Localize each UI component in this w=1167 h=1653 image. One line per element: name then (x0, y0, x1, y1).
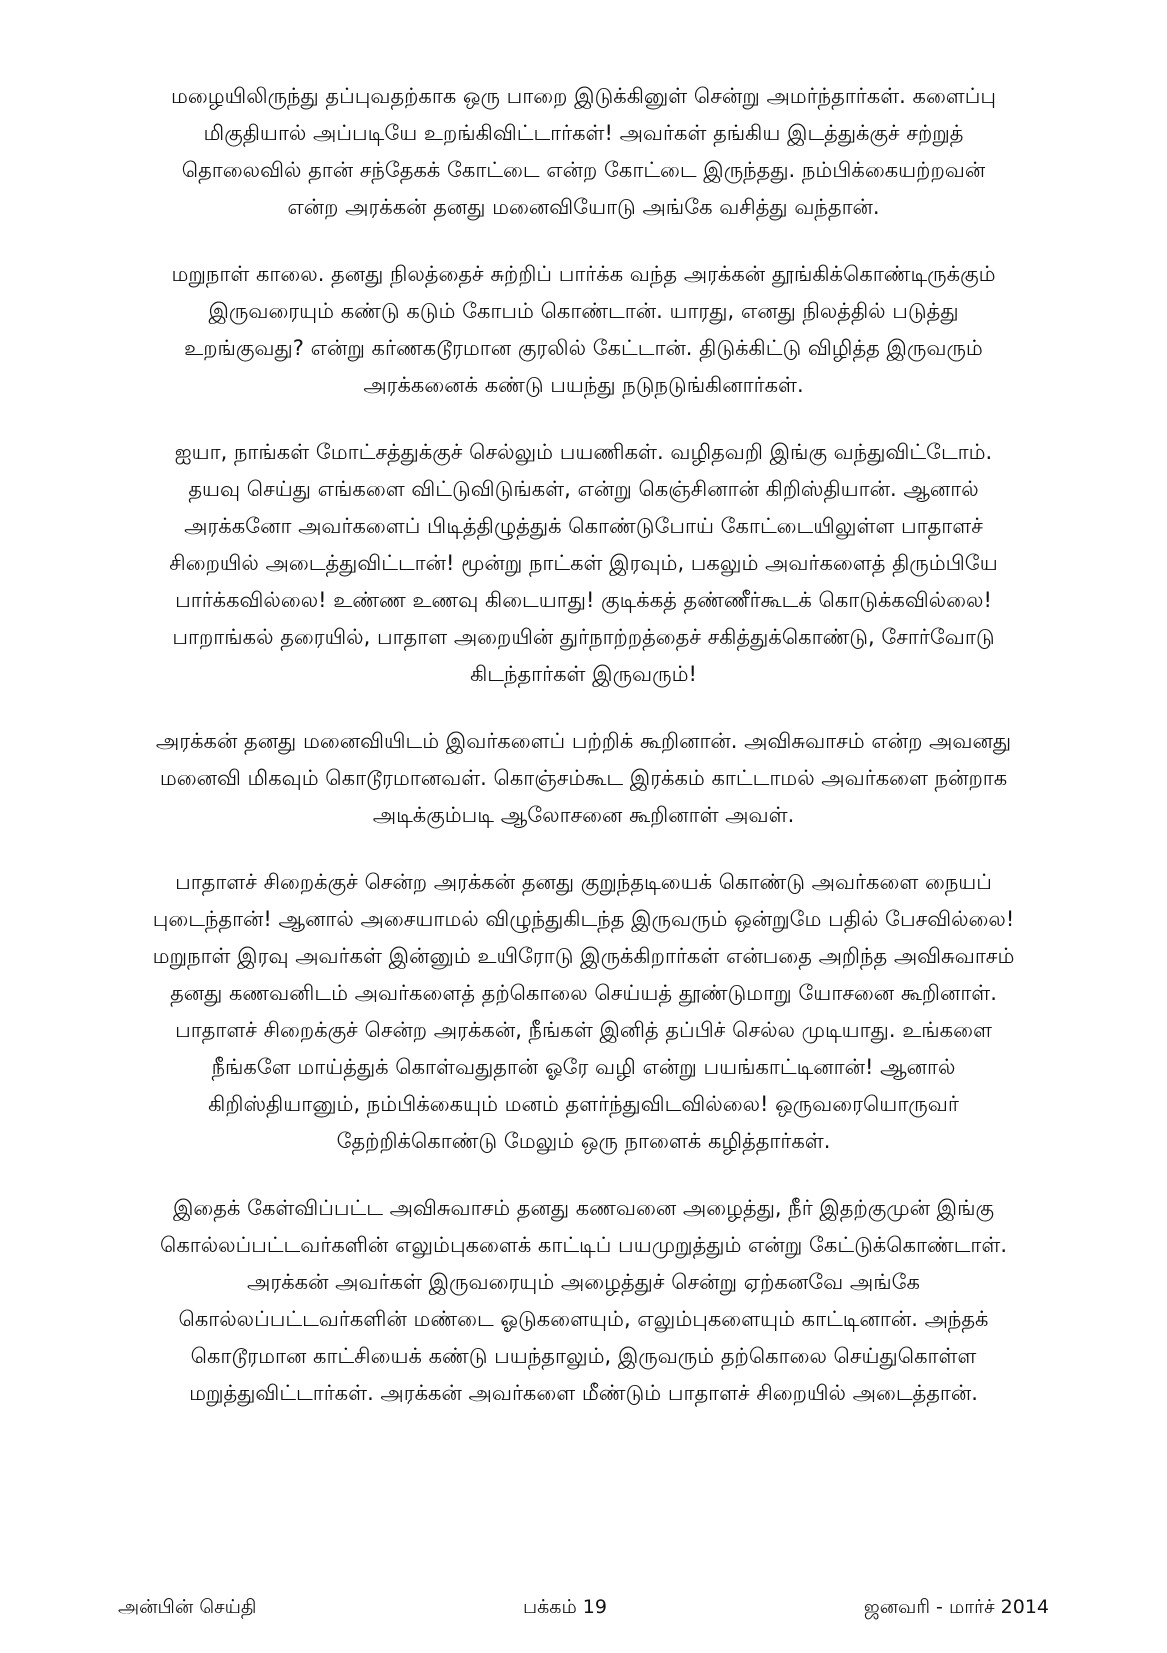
text-line: மனைவி மிகவும் கொடூரமானவள். கொஞ்சம்கூட இரக்கம் காட்டாமல் அவர்களை நன்றாக (159, 766, 1008, 790)
text-line: சிறையில் அடைத்துவிட்டான்! மூன்று நாட்கள் இரவும், பகலும் அவர்களைத் திரும்பியே (169, 551, 998, 575)
text-line: நீங்களே மாய்த்துக் கொள்வதுதான் ஓரே வழி என்று பயங்காட்டினான்! ஆனால் (211, 1055, 956, 1079)
paragraph-3 (100, 434, 1067, 693)
story-text (100, 78, 1067, 1442)
footer-page-number: பக்கம் 19 (523, 1596, 607, 1618)
text-line: கொல்லப்பட்டவர்களின் மண்டை ஓடுகளையும், எலும்புகளையும் காட்டினான். அந்தக் (178, 1307, 989, 1331)
text-line: பாதாளச் சிறைக்குச் சென்ற அரக்கன் தனது குறுந்தடியைக் கொண்டு அவர்களை நையப் (175, 870, 992, 894)
paragraph-4 (100, 723, 1067, 834)
text-line: கிறிஸ்தியானும், நம்பிக்கையும் மனம் தளர்ந்துவிடவில்லை! ஒருவரையொருவர் (208, 1092, 959, 1116)
text-line: இதைக் கேள்விப்பட்ட அவிசுவாசம் தனது கணவனை அழைத்து, நீர் இதற்குமுன் இங்கு (172, 1196, 995, 1220)
text-line: கொல்லப்பட்டவர்களின் எலும்புகளைக் காட்டிப் பயமுறுத்தும் என்று கேட்டுக்கொண்டாள். (159, 1233, 1008, 1257)
text-line: தயவு செய்து எங்களை விட்டுவிடுங்கள், என்று கெஞ்சினான் கிறிஸ்தியான். ஆனால் (188, 477, 979, 501)
page-footer (118, 1592, 1049, 1622)
text-line: அடிக்கும்படி ஆலோசனை கூறினாள் அவள். (372, 803, 795, 827)
text-line: ஐயா, நாங்கள் மோட்சத்துக்குச் செல்லும் பயணிகள். வழிதவறி இங்கு வந்துவிட்டோம். (174, 440, 993, 464)
text-line: மறுத்துவிட்டார்கள். அரக்கன் அவர்களை மீண்டும் பாதாளச் சிறையில் அடைத்தான். (189, 1381, 978, 1405)
text-line: பாதாளச் சிறைக்குச் சென்ற அரக்கன், நீங்கள் இனித் தப்பிச் செல்ல முடியாது. உங்களை (175, 1018, 992, 1042)
text-line: மறுநாள் இரவு அவர்கள் இன்னும் உயிரோடு இருக்கிறார்கள் என்பதை அறிந்த அவிசுவாசம் (152, 944, 1015, 968)
text-line: அரக்கன் தனது மனைவியிடம் இவர்களைப் பற்றிக் கூறினான். அவிசுவாசம் என்ற அவனது (155, 729, 1012, 753)
text-line: கிடந்தார்கள் இருவரும்! (470, 662, 697, 686)
footer-publication-name: அன்பின் செய்தி (118, 1596, 257, 1618)
paragraph-6 (100, 1190, 1067, 1412)
text-line: அரக்கன் அவர்கள் இருவரையும் அழைத்துச் சென்று ஏற்கனவே அங்கே (247, 1270, 920, 1294)
text-line: பார்க்கவில்லை! உண்ண உணவு கிடையாது! குடிக்கத் தண்ணீர்கூடக் கொடுக்கவில்லை! (175, 588, 992, 612)
paragraph-2 (100, 256, 1067, 404)
paragraph-1 (100, 78, 1067, 226)
text-line: மறுநாள் காலை. தனது நிலத்தைச் சுற்றிப் பார்க்க வந்த அரக்கன் தூங்கிக்கொண்டிருக்கும் (171, 262, 996, 286)
text-line: தொலைவில் தான் சந்தேகக் கோட்டை என்ற கோட்டை இருந்தது. நம்பிக்கையற்றவன் (181, 158, 986, 182)
text-line: கொடூரமான காட்சியைக் கண்டு பயந்தாலும், இருவரும் தற்கொலை செய்துகொள்ள (190, 1344, 977, 1368)
text-line: புடைந்தான்! ஆனால் அசையாமல் விழுந்துகிடந்த இருவரும் ஒன்றுமே பதில் பேசவில்லை! (152, 907, 1015, 931)
text-line: இருவரையும் கண்டு கடும் கோபம் கொண்டான். யாரது, எனது நிலத்தில் படுத்து (208, 299, 959, 323)
paragraph-5 (100, 864, 1067, 1160)
text-line: பாறாங்கல் தரையில், பாதாள அறையின் துர்நாற்றத்தைச் சகித்துக்கொண்டு, சோர்வோடு (172, 625, 995, 649)
text-line: மிகுதியால் அப்படியே உறங்கிவிட்டார்கள்! அவர்கள் தங்கிய இடத்துக்குச் சற்றுத் (203, 121, 964, 145)
text-line: உறங்குவது? என்று கர்ணகடூரமான குரலில் கேட்டான். திடுக்கிட்டு விழித்த இருவரும் (184, 336, 983, 360)
text-line: மழையிலிருந்து தப்புவதற்காக ஒரு பாறை இடுக்கினுள் சென்று அமர்ந்தார்கள். களைப்பு (170, 84, 997, 108)
text-line: தனது கணவனிடம் அவர்களைத் தற்கொலை செய்யத் தூண்டுமாறு யோசனை கூறினாள். (170, 981, 997, 1005)
text-line: அரக்கனைக் கண்டு பயந்து நடுநடுங்கினார்கள். (363, 373, 804, 397)
text-line: தேற்றிக்கொண்டு மேலும் ஒரு நாளைக் கழித்தார்கள். (336, 1129, 831, 1153)
footer-issue-date: ஜனவரி - மார்ச் 2014 (863, 1596, 1049, 1618)
text-line: அரக்கனோ அவர்களைப் பிடித்திழுத்துக் கொண்டுபோய் கோட்டையிலுள்ள பாதாளச் (184, 514, 983, 538)
text-line: என்ற அரக்கன் தனது மனைவியோடு அங்கே வசித்து வந்தான். (287, 195, 880, 219)
